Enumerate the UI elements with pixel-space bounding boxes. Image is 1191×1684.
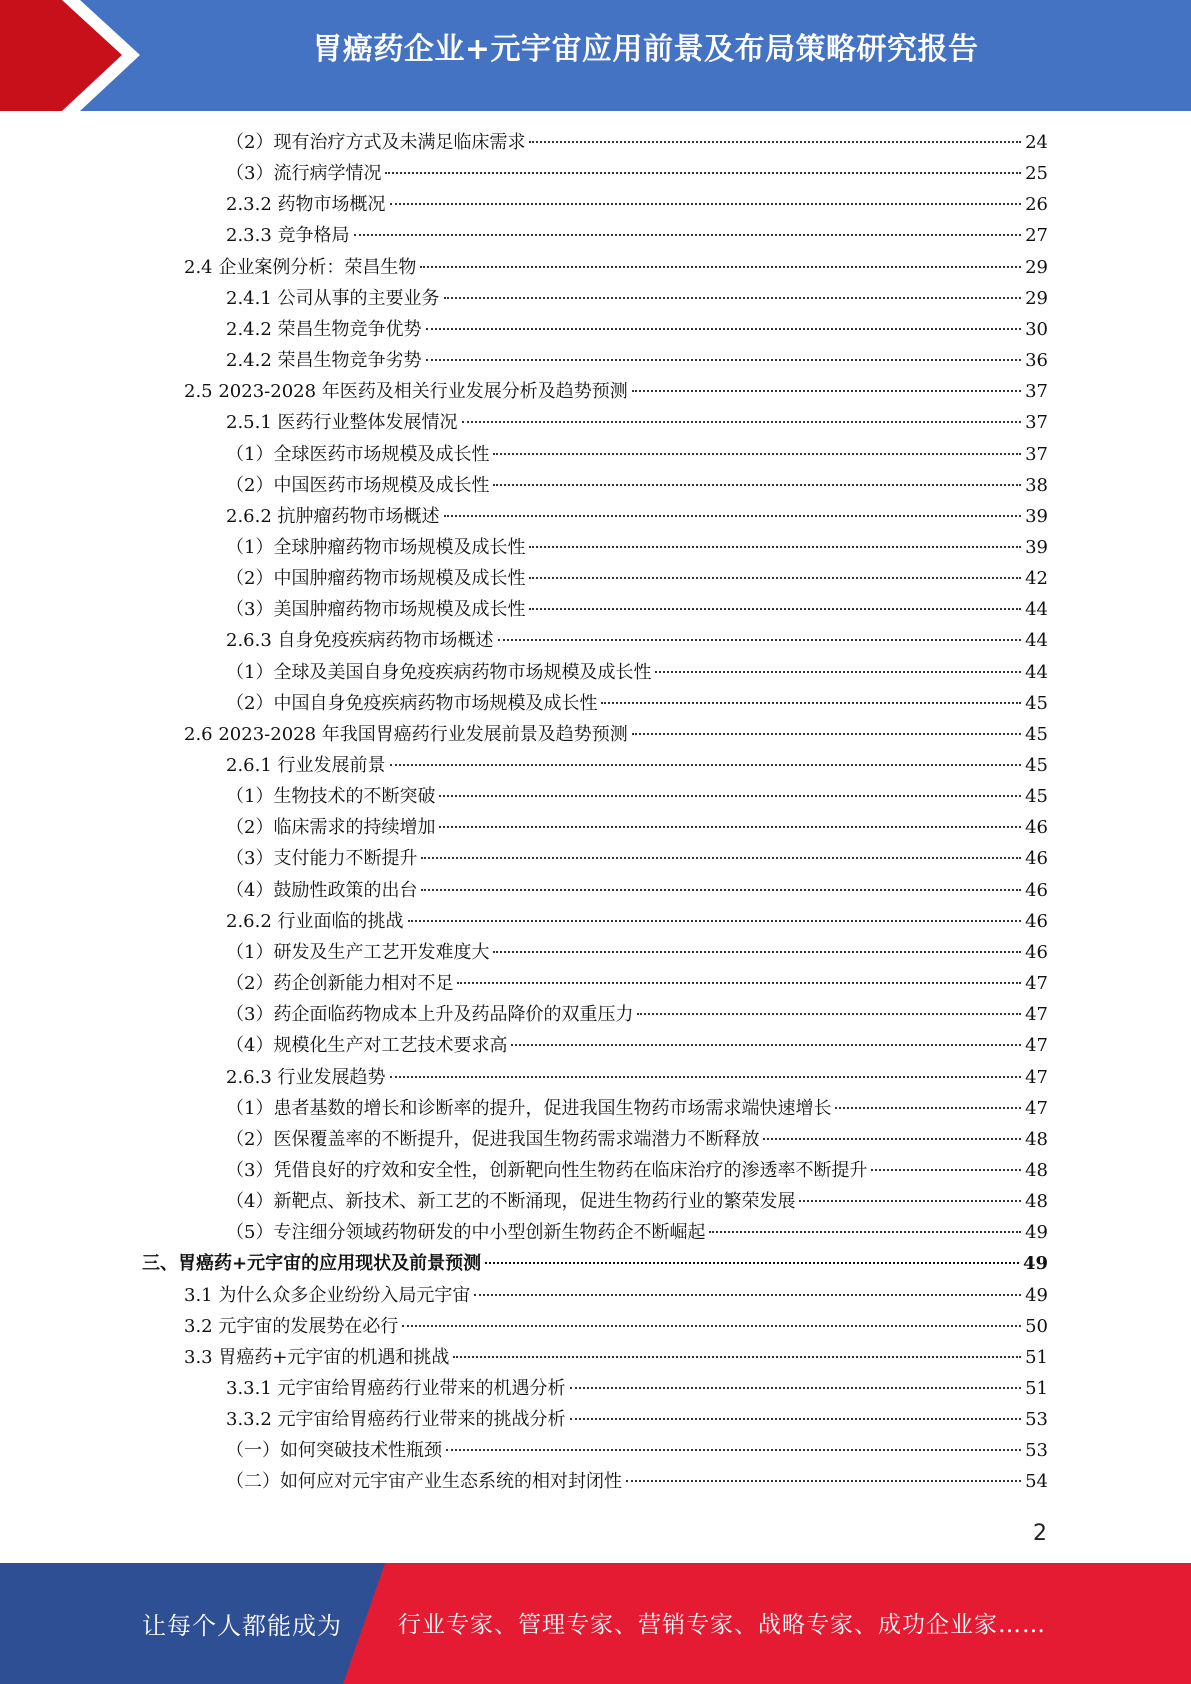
toc-entry-page: 24	[1025, 132, 1048, 153]
toc-entry-title: （1）患者基数的增长和诊断率的提升，促进我国生物药市场需求端快速增长	[226, 1098, 832, 1119]
toc-dot-leader	[420, 266, 1021, 268]
toc-entry-page: 49	[1025, 1222, 1048, 1243]
toc-entry[interactable]	[226, 689, 1048, 720]
toc-dot-leader	[493, 484, 1021, 486]
toc-entry-page: 53	[1025, 1409, 1048, 1430]
toc-entry-page: 44	[1025, 662, 1048, 683]
toc-entry-page: 47	[1025, 1098, 1048, 1119]
toc-entry-title: 2.4.1 公司从事的主要业务	[226, 288, 440, 309]
toc-dot-leader	[485, 1262, 1019, 1264]
toc-entry-title: 2.5 2023-2028 年医药及相关行业发展分析及趋势预测	[184, 381, 628, 402]
toc-entry-page: 44	[1025, 599, 1048, 620]
toc-entry[interactable]	[226, 221, 1048, 252]
toc-entry[interactable]	[226, 1000, 1048, 1031]
toc-entry[interactable]	[226, 284, 1048, 315]
toc-entry[interactable]	[226, 782, 1048, 813]
toc-entry-page: 51	[1025, 1347, 1048, 1368]
toc-entry-title: （二）如何应对元宇宙产业生态系统的相对封闭性	[226, 1471, 622, 1492]
page-number: 2	[1033, 1521, 1047, 1546]
toc-entry-title: 3.3 胃癌药+元宇宙的机遇和挑战	[184, 1347, 450, 1368]
toc-entry-title: 2.4.2 荣昌生物竞争劣势	[226, 350, 422, 371]
toc-entry-title: 2.5.1 医药行业整体发展情况	[226, 412, 458, 433]
toc-entry-title: 3.3.1 元宇宙给胃癌药行业带来的机遇分析	[226, 1378, 566, 1399]
toc-entry-title: （5）专注细分领域药物研发的中小型创新生物药企不断崛起	[226, 1222, 706, 1243]
toc-entry[interactable]	[226, 1156, 1048, 1187]
toc-dot-leader	[390, 203, 1022, 205]
toc-entry-title: （2）现有治疗方式及未满足临床需求	[226, 132, 526, 153]
toc-dot-leader	[439, 795, 1021, 797]
footer-slogan-right: 行业专家、管理专家、营销专家、战略专家、成功企业家……	[398, 1612, 1046, 1638]
toc-dot-leader	[529, 546, 1021, 548]
toc-dot-leader	[511, 1044, 1021, 1046]
toc-entry-page: 46	[1025, 880, 1048, 901]
toc-entry[interactable]	[226, 346, 1048, 377]
toc-entry-page: 39	[1025, 537, 1048, 558]
toc-entry[interactable]	[226, 1125, 1048, 1156]
toc-entry[interactable]	[226, 626, 1048, 657]
toc-entry[interactable]	[226, 1467, 1048, 1498]
toc-dot-leader	[493, 453, 1021, 455]
toc-entry[interactable]	[226, 1218, 1048, 1249]
toc-entry-page: 27	[1025, 225, 1048, 246]
toc-dot-leader	[402, 1325, 1021, 1327]
toc-entry-title: 3.3.2 元宇宙给胃癌药行业带来的挑战分析	[226, 1409, 566, 1430]
toc-entry-page: 36	[1025, 350, 1048, 371]
toc-entry-page: 48	[1025, 1160, 1048, 1181]
report-title: 胃癌药企业+元宇宙应用前景及布局策略研究报告	[312, 32, 979, 67]
toc-entry[interactable]	[226, 315, 1048, 346]
toc-entry[interactable]	[226, 471, 1048, 502]
toc-entry[interactable]	[226, 595, 1048, 626]
toc-entry-title: 3.2 元宇宙的发展势在必行	[184, 1316, 399, 1337]
toc-dot-leader	[426, 359, 1022, 361]
toc-entry-title: （1）研发及生产工艺开发难度大	[226, 942, 490, 963]
toc-dot-leader	[493, 951, 1021, 953]
toc-entry-page: 26	[1025, 194, 1048, 215]
toc-entry[interactable]	[226, 907, 1048, 938]
toc-dot-leader	[529, 577, 1021, 579]
toc-dot-leader	[444, 515, 1022, 517]
page-header	[0, 0, 1191, 111]
toc-dot-leader	[570, 1418, 1022, 1420]
toc-entry-page: 46	[1025, 848, 1048, 869]
toc-entry[interactable]	[226, 844, 1048, 875]
toc-entry-title: （2）药企创新能力相对不足	[226, 973, 454, 994]
toc-entry-page: 46	[1025, 911, 1048, 932]
toc-entry-page: 29	[1025, 257, 1048, 278]
toc-dot-leader	[626, 1480, 1021, 1482]
toc-entry-title: 3.1 为什么众多企业纷纷入局元宇宙	[184, 1285, 471, 1306]
toc-entry[interactable]	[226, 1063, 1048, 1094]
toc-entry[interactable]	[226, 128, 1048, 159]
toc-dot-leader	[498, 639, 1022, 641]
toc-entry-title: 2.6 2023-2028 年我国胃癌药行业发展前景及趋势预测	[184, 724, 628, 745]
toc-entry-page: 39	[1025, 506, 1048, 527]
toc-dot-leader	[799, 1200, 1021, 1202]
toc-dot-leader	[529, 141, 1021, 143]
toc-entry-title: 2.6.3 自身免疫疾病药物市场概述	[226, 630, 494, 651]
toc-entry-page: 38	[1025, 475, 1048, 496]
toc-entry[interactable]	[226, 1094, 1048, 1125]
toc-dot-leader	[408, 920, 1022, 922]
toc-dot-leader	[446, 1449, 1021, 1451]
toc-dot-leader	[474, 1294, 1021, 1296]
toc-entry-page: 42	[1025, 568, 1048, 589]
toc-entry-page: 47	[1025, 1035, 1048, 1056]
toc-entry-title: （3）美国肿瘤药物市场规模及成长性	[226, 599, 526, 620]
toc-entry[interactable]	[184, 253, 1048, 284]
toc-entry[interactable]	[184, 1343, 1048, 1374]
toc-entry-page: 51	[1025, 1378, 1048, 1399]
toc-entry-title: （2）中国自身免疫疾病药物市场规模及成长性	[226, 693, 598, 714]
toc-entry-title: （1）全球及美国自身免疫疾病药物市场规模及成长性	[226, 662, 652, 683]
toc-entry[interactable]	[226, 408, 1048, 439]
toc-entry-title: 2.3.2 药物市场概况	[226, 194, 386, 215]
toc-dot-leader	[390, 1076, 1022, 1078]
toc-dot-leader	[763, 1138, 1021, 1140]
toc-dot-leader	[632, 733, 1021, 735]
toc-entry-page: 37	[1025, 381, 1048, 402]
toc-entry-title: （1）生物技术的不断突破	[226, 786, 436, 807]
toc-entry-page: 46	[1025, 942, 1048, 963]
toc-entry-page: 54	[1025, 1471, 1048, 1492]
toc-entry-title: （1）全球肿瘤药物市场规模及成长性	[226, 537, 526, 558]
toc-entry[interactable]	[226, 1436, 1048, 1467]
toc-entry[interactable]	[184, 720, 1048, 751]
toc-entry-page: 45	[1025, 786, 1048, 807]
toc-entry-title: 2.6.2 抗肿瘤药物市场概述	[226, 506, 440, 527]
toc-entry-page: 48	[1025, 1129, 1048, 1150]
toc-entry-title: （2）临床需求的持续增加	[226, 817, 436, 838]
toc-dot-leader	[453, 1356, 1021, 1358]
toc-entry[interactable]	[226, 1187, 1048, 1218]
toc-dot-leader	[632, 390, 1021, 392]
toc-entry-page: 49	[1022, 1253, 1048, 1274]
toc-entry-title: （3）凭借良好的疗效和安全性，创新靶向性生物药在临床治疗的渗透率不断提升	[226, 1160, 868, 1181]
toc-entry[interactable]	[184, 1281, 1048, 1312]
toc-dot-leader	[570, 1387, 1022, 1389]
toc-entry[interactable]	[184, 377, 1048, 408]
toc-entry[interactable]	[226, 658, 1048, 689]
toc-entry[interactable]	[226, 564, 1048, 595]
toc-entry-title: 2.4 企业案例分析：荣昌生物	[184, 257, 417, 278]
toc-entry[interactable]	[226, 876, 1048, 907]
toc-entry-page: 30	[1025, 319, 1048, 340]
toc-entry[interactable]	[184, 1312, 1048, 1343]
toc-entry[interactable]	[226, 533, 1048, 564]
toc-entry-page: 29	[1025, 288, 1048, 309]
toc-entry-title: （3）支付能力不断提升	[226, 848, 418, 869]
toc-entry-page: 45	[1025, 693, 1048, 714]
toc-entry-page: 37	[1025, 444, 1048, 465]
toc-entry-page: 45	[1025, 755, 1048, 776]
toc-entry[interactable]	[226, 502, 1048, 533]
toc-entry-title: （3）药企面临药物成本上升及药品降价的双重压力	[226, 1004, 634, 1025]
toc-dot-leader	[835, 1107, 1021, 1109]
toc-entry-page: 45	[1025, 724, 1048, 745]
toc-entry[interactable]	[142, 1249, 1048, 1280]
toc-dot-leader	[354, 234, 1022, 236]
toc-entry-title: （一）如何突破技术性瓶颈	[226, 1440, 442, 1461]
toc-entry-title: 2.6.2 行业面临的挑战	[226, 911, 404, 932]
toc-entry-page: 25	[1025, 163, 1048, 184]
toc-dot-leader	[385, 172, 1021, 174]
toc-entry[interactable]	[226, 813, 1048, 844]
toc-dot-leader	[421, 857, 1021, 859]
toc-dot-leader	[439, 826, 1021, 828]
toc-dot-leader	[655, 671, 1021, 673]
toc-entry-title: （4）规模化生产对工艺技术要求高	[226, 1035, 508, 1056]
toc-dot-leader	[444, 297, 1022, 299]
toc-entry-title: 2.3.3 竞争格局	[226, 225, 350, 246]
toc-dot-leader	[637, 1013, 1021, 1015]
toc-entry-title: 2.6.1 行业发展前景	[226, 755, 386, 776]
toc-entry[interactable]	[226, 190, 1048, 221]
toc-entry-title: （4）鼓励性政策的出台	[226, 880, 418, 901]
toc-entry[interactable]	[226, 440, 1048, 471]
toc-entry-title: 2.4.2 荣昌生物竞争优势	[226, 319, 422, 340]
toc-entry-page: 47	[1025, 1067, 1048, 1088]
toc-entry[interactable]	[226, 1405, 1048, 1436]
toc-entry-page: 49	[1025, 1285, 1048, 1306]
toc-entry-title: 三、胃癌药+元宇宙的应用现状及前景预测	[142, 1253, 482, 1274]
toc-dot-leader	[871, 1169, 1021, 1171]
toc-dot-leader	[426, 328, 1022, 330]
toc-dot-leader	[421, 889, 1021, 891]
toc-dot-leader	[457, 982, 1021, 984]
toc-dot-leader	[529, 608, 1021, 610]
toc-entry-page: 44	[1025, 630, 1048, 651]
toc-entry-page: 48	[1025, 1191, 1048, 1212]
toc-entry-title: （2）医保覆盖率的不断提升，促进我国生物药需求端潜力不断释放	[226, 1129, 760, 1150]
toc-entry-title: （3）流行病学情况	[226, 163, 382, 184]
page-footer	[0, 1563, 1191, 1684]
toc-entry[interactable]	[226, 938, 1048, 969]
toc-entry[interactable]	[226, 1374, 1048, 1405]
toc-entry-page: 50	[1025, 1316, 1048, 1337]
toc-entry[interactable]	[226, 751, 1048, 782]
toc-entry[interactable]	[226, 1031, 1048, 1062]
toc-dot-leader	[601, 702, 1021, 704]
toc-entry-title: （2）中国肿瘤药物市场规模及成长性	[226, 568, 526, 589]
toc-dot-leader	[709, 1231, 1021, 1233]
toc-entry[interactable]	[226, 969, 1048, 1000]
toc-entry-title: 2.6.3 行业发展趋势	[226, 1067, 386, 1088]
toc-entry-title: （1）全球医药市场规模及成长性	[226, 444, 490, 465]
toc-entry-title: （2）中国医药市场规模及成长性	[226, 475, 490, 496]
toc-entry-page: 47	[1025, 973, 1048, 994]
toc-entry-page: 46	[1025, 817, 1048, 838]
toc-dot-leader	[462, 421, 1022, 423]
toc-entry[interactable]	[226, 159, 1048, 190]
footer-slogan-left: 让每个人都能成为	[142, 1612, 342, 1640]
toc-dot-leader	[390, 764, 1022, 766]
toc-entry-title: （4）新靶点、新技术、新工艺的不断涌现，促进生物药行业的繁荣发展	[226, 1191, 796, 1212]
toc-entry-page: 47	[1025, 1004, 1048, 1025]
toc-entry-page: 53	[1025, 1440, 1048, 1461]
toc-entry-page: 37	[1025, 412, 1048, 433]
